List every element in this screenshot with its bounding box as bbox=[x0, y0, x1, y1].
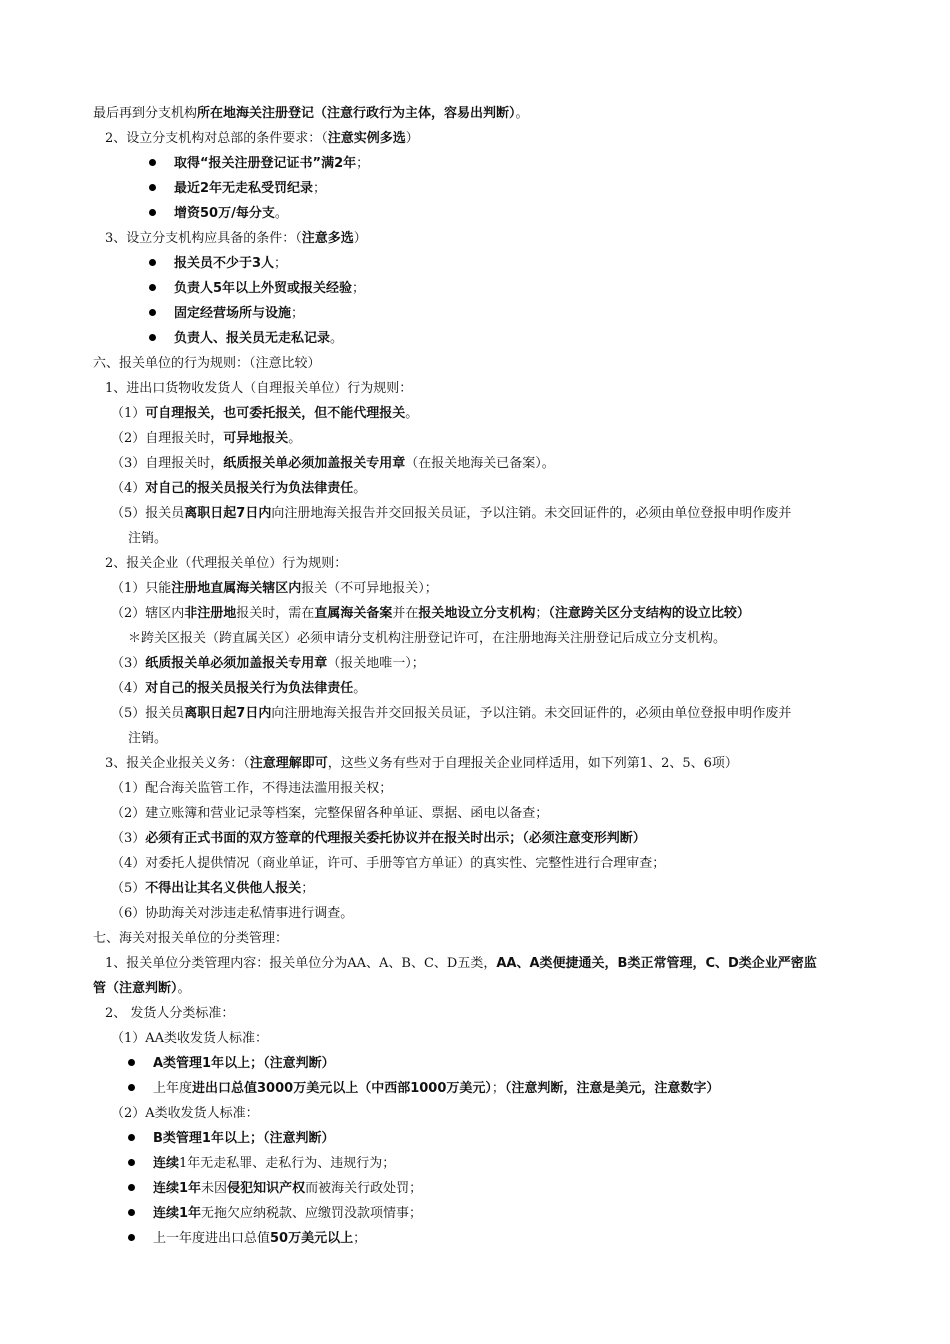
text-run: 。 bbox=[405, 406, 419, 421]
text-run: （4） bbox=[111, 481, 146, 496]
text-run: 3、报关企业报关义务：（ bbox=[105, 756, 250, 771]
text-run: （1）配合海关监管工作，不得违法滥用报关权； bbox=[111, 781, 393, 796]
bold-text: 负责人5年以上外贸或报关经验 bbox=[174, 281, 353, 296]
text-run: （2）辖区内 bbox=[111, 606, 185, 621]
text-line bbox=[111, 904, 353, 924]
bullet-icon bbox=[149, 334, 156, 341]
text-run: （3） bbox=[111, 656, 146, 671]
text-run: 向注册地海关报告并交回报关员证，予以注销。未交回证件的，必须由单位登报申明作废并 bbox=[271, 706, 792, 721]
bold-text: （注意跨关区分支结构的设立比较） bbox=[548, 606, 750, 621]
text-line bbox=[105, 1004, 234, 1024]
bullet-icon bbox=[128, 1059, 135, 1066]
text-run: 。 bbox=[288, 431, 302, 446]
text-run: ） bbox=[353, 231, 367, 246]
bullet-list-item bbox=[149, 279, 365, 299]
text-run: （3）自理报关时， bbox=[111, 456, 224, 471]
text-run: ； bbox=[274, 256, 288, 271]
text-run: 向注册地海关报告并交回报关员证，予以注销。未交回证件的，必须由单位登报申明作废并 bbox=[271, 506, 792, 521]
text-line bbox=[128, 729, 167, 749]
text-line bbox=[105, 379, 412, 399]
bullet-icon bbox=[149, 159, 156, 166]
text-run: （1）只能 bbox=[111, 581, 172, 596]
bullet-list-item bbox=[149, 179, 326, 199]
text-run: 1年无走私罪、走私行为、违规行为； bbox=[179, 1156, 396, 1171]
text-run: 报关（不可异地报关）； bbox=[301, 581, 438, 596]
bold-text: 取得“报关注册登记证书”满2年 bbox=[174, 156, 357, 171]
text-run: 。 bbox=[274, 206, 288, 221]
text-run: 。 bbox=[330, 331, 344, 346]
text-line bbox=[111, 429, 301, 449]
text-line bbox=[105, 129, 419, 149]
text-run: ； bbox=[313, 181, 327, 196]
text-run: ； bbox=[291, 306, 305, 321]
text-run: ； bbox=[353, 1231, 367, 1246]
text-line bbox=[128, 529, 167, 549]
text-run: ； bbox=[535, 606, 549, 621]
text-run: 六、报关单位的行为规则：（注意比较） bbox=[93, 356, 321, 371]
bullet-list-item bbox=[149, 254, 287, 274]
text-run: 而被海关行政处罚； bbox=[305, 1181, 423, 1196]
bold-text: 所在地海关注册登记（注意行政行为主体，容易出判断） bbox=[197, 106, 516, 121]
bold-text: 最近2年无走私受罚纪录 bbox=[174, 181, 314, 196]
text-run: 。 bbox=[353, 681, 367, 696]
bold-text: （注意判断，注意是美元，注意数字） bbox=[504, 1081, 720, 1096]
bullet-icon bbox=[149, 309, 156, 316]
text-line bbox=[105, 954, 817, 974]
bullet-icon bbox=[149, 209, 156, 216]
bullet-icon bbox=[128, 1209, 135, 1216]
bullet-icon bbox=[128, 1234, 135, 1241]
text-run: 3、设立分支机构应具备的条件：（ bbox=[105, 231, 302, 246]
bold-text: 非注册地 bbox=[184, 606, 237, 621]
bold-text: 注册地直属海关辖区内 bbox=[171, 581, 302, 596]
bold-text: 注意理解即可 bbox=[249, 756, 328, 771]
bold-text: 进出口总值3000万美元以上（中西部1000万美元） bbox=[192, 1081, 492, 1096]
text-run: （2）A类收发货人标准： bbox=[111, 1106, 259, 1121]
bold-text: 增资50万/每分支 bbox=[174, 206, 275, 221]
text-line bbox=[111, 679, 366, 699]
text-run: （4）对委托人提供情况（商业单证，许可、手册等官方单证）的真实性、完整性进行合理审查； bbox=[111, 856, 666, 871]
text-run: ； bbox=[356, 156, 370, 171]
text-run: （2）自理报关时， bbox=[111, 431, 224, 446]
bold-text: 注意多选 bbox=[301, 231, 354, 246]
text-run: 1、报关单位分类管理内容：报关单位分为AA、A、B、C、D五类， bbox=[105, 956, 497, 971]
bullet-list-item bbox=[128, 1079, 719, 1099]
bold-text: 离职日起7日内 bbox=[184, 506, 272, 521]
bold-text: A类管理1年以上；（注意判断） bbox=[153, 1056, 335, 1071]
text-run: （1）AA类收发货人标准： bbox=[111, 1031, 269, 1046]
bold-text: 固定经营场所与设施 bbox=[174, 306, 292, 321]
text-run: （3） bbox=[111, 831, 146, 846]
text-run: 。 bbox=[515, 106, 529, 121]
text-run: ，这些义务有些对于自理报关企业同样适用，如下列第1、2、5、6项） bbox=[327, 756, 738, 771]
text-line bbox=[111, 1029, 268, 1049]
bold-text: 直属海关备案 bbox=[314, 606, 393, 621]
text-line bbox=[111, 604, 750, 624]
bold-text: AA、A类便捷通关，B类正常管理，C、D类企业严密监 bbox=[496, 956, 817, 971]
text-run: 。 bbox=[177, 981, 191, 996]
bold-text: B类管理1年以上；（注意判断） bbox=[153, 1131, 335, 1146]
text-line bbox=[128, 629, 726, 649]
bullet-list-item bbox=[128, 1154, 395, 1174]
bold-text: 报关员不少于3人 bbox=[174, 256, 275, 271]
text-run: 上一年度进出口总值 bbox=[153, 1231, 271, 1246]
text-line bbox=[93, 104, 529, 124]
bold-text: 负责人、报关员无走私记录 bbox=[174, 331, 331, 346]
bullet-list-item bbox=[149, 204, 288, 224]
text-run: （在报关地海关已备案）。 bbox=[405, 456, 555, 471]
bullet-icon bbox=[149, 284, 156, 291]
text-line bbox=[111, 504, 791, 524]
bold-text: 报关地设立分支机构 bbox=[418, 606, 536, 621]
text-line bbox=[111, 1104, 259, 1124]
bullet-list-item bbox=[128, 1229, 366, 1249]
bullet-icon bbox=[128, 1084, 135, 1091]
bold-text: 纸质报关单必须加盖报关专用章 bbox=[223, 456, 406, 471]
bullet-icon bbox=[128, 1184, 135, 1191]
text-run: 2、报关企业（代理报关单位）行为规则： bbox=[105, 556, 348, 571]
bold-text: 管（注意判断） bbox=[93, 981, 178, 996]
bullet-list-item bbox=[128, 1054, 335, 1074]
text-run: 上年度 bbox=[153, 1081, 193, 1096]
bullet-icon bbox=[128, 1134, 135, 1141]
bullet-list-item bbox=[149, 329, 343, 349]
bold-text: 必须有正式书面的双方签章的代理报关委托协议并在报关时出示；（必须注意变形判断） bbox=[145, 831, 646, 846]
bullet-list-item bbox=[128, 1204, 422, 1224]
text-run: ） bbox=[405, 131, 419, 146]
text-run: （6）协助海关对涉违走私情事进行调查。 bbox=[111, 906, 354, 921]
text-run: 最后再到分支机构 bbox=[93, 106, 198, 121]
bullet-list-item bbox=[128, 1179, 422, 1199]
text-line bbox=[93, 354, 321, 374]
text-line bbox=[93, 929, 288, 949]
bold-text: 连续1年 bbox=[153, 1206, 202, 1221]
text-line bbox=[111, 454, 555, 474]
text-run: 注销。 bbox=[128, 731, 168, 746]
bold-text: 侵犯知识产权 bbox=[227, 1181, 306, 1196]
bold-text: 50万美元以上 bbox=[270, 1231, 354, 1246]
bullet-list-item bbox=[149, 154, 369, 174]
text-run: ； bbox=[301, 881, 315, 896]
text-run: 并在 bbox=[392, 606, 419, 621]
text-run: 2、设立分支机构对总部的条件要求：（ bbox=[105, 131, 328, 146]
bullet-list-item bbox=[128, 1129, 334, 1149]
text-run: 2、 发货人分类标准： bbox=[105, 1006, 235, 1021]
bullet-list-item bbox=[149, 304, 304, 324]
text-run: （5） bbox=[111, 881, 146, 896]
text-run: ＊ bbox=[128, 631, 142, 646]
text-run: （报关地唯一）； bbox=[327, 656, 425, 671]
text-run: （1） bbox=[111, 406, 146, 421]
bold-text: 不得出让其名义供他人报关 bbox=[145, 881, 302, 896]
text-line bbox=[111, 829, 646, 849]
text-run: 注销。 bbox=[128, 531, 168, 546]
text-line bbox=[93, 979, 191, 999]
text-line bbox=[111, 854, 665, 874]
text-run: （5）报关员 bbox=[111, 706, 185, 721]
bold-text: 对自己的报关员报关行为负法律责任 bbox=[145, 481, 354, 496]
text-run: ； bbox=[491, 1081, 505, 1096]
text-run: 。 bbox=[353, 481, 367, 496]
text-line bbox=[105, 554, 347, 574]
text-line bbox=[111, 704, 791, 724]
bold-text: 可异地报关 bbox=[223, 431, 289, 446]
text-run: 未因 bbox=[201, 1181, 228, 1196]
text-run: 1、进出口货物收发货人（自理报关单位）行为规则： bbox=[105, 381, 413, 396]
bold-text: 连续 bbox=[153, 1156, 180, 1171]
bullet-icon bbox=[149, 184, 156, 191]
bold-text: 纸质报关单必须加盖报关专用章 bbox=[145, 656, 328, 671]
text-run: 无拖欠应纳税款、应缴罚没款项情事； bbox=[201, 1206, 423, 1221]
text-line bbox=[111, 479, 366, 499]
text-line bbox=[105, 754, 738, 774]
text-run: （2）建立账簿和营业记录等档案，完整保留各种单证、票据、函电以备查； bbox=[111, 806, 549, 821]
bold-text: 注意实例多选 bbox=[327, 131, 406, 146]
text-run: （5）报关员 bbox=[111, 506, 185, 521]
bold-text: 连续1年 bbox=[153, 1181, 202, 1196]
text-line bbox=[111, 804, 548, 824]
text-line bbox=[111, 879, 314, 899]
text-run: 跨关区报关（跨直属关区）必须申请分支机构注册登记许可，在注册地海关注册登记后成立分支机构。 bbox=[141, 631, 727, 646]
bold-text: 可自理报关，也可委托报关，但不能代理报关 bbox=[145, 406, 406, 421]
bold-text: 对自己的报关员报关行为负法律责任 bbox=[145, 681, 354, 696]
bullet-icon bbox=[128, 1159, 135, 1166]
text-line bbox=[111, 654, 425, 674]
text-run: 七、海关对报关单位的分类管理： bbox=[93, 931, 289, 946]
text-line bbox=[111, 579, 438, 599]
text-run: 报关时，需在 bbox=[236, 606, 315, 621]
text-line bbox=[105, 229, 367, 249]
bullet-icon bbox=[149, 259, 156, 266]
text-run: ； bbox=[352, 281, 366, 296]
text-line bbox=[111, 404, 418, 424]
text-line bbox=[111, 779, 392, 799]
bold-text: 离职日起7日内 bbox=[184, 706, 272, 721]
text-run: （4） bbox=[111, 681, 146, 696]
